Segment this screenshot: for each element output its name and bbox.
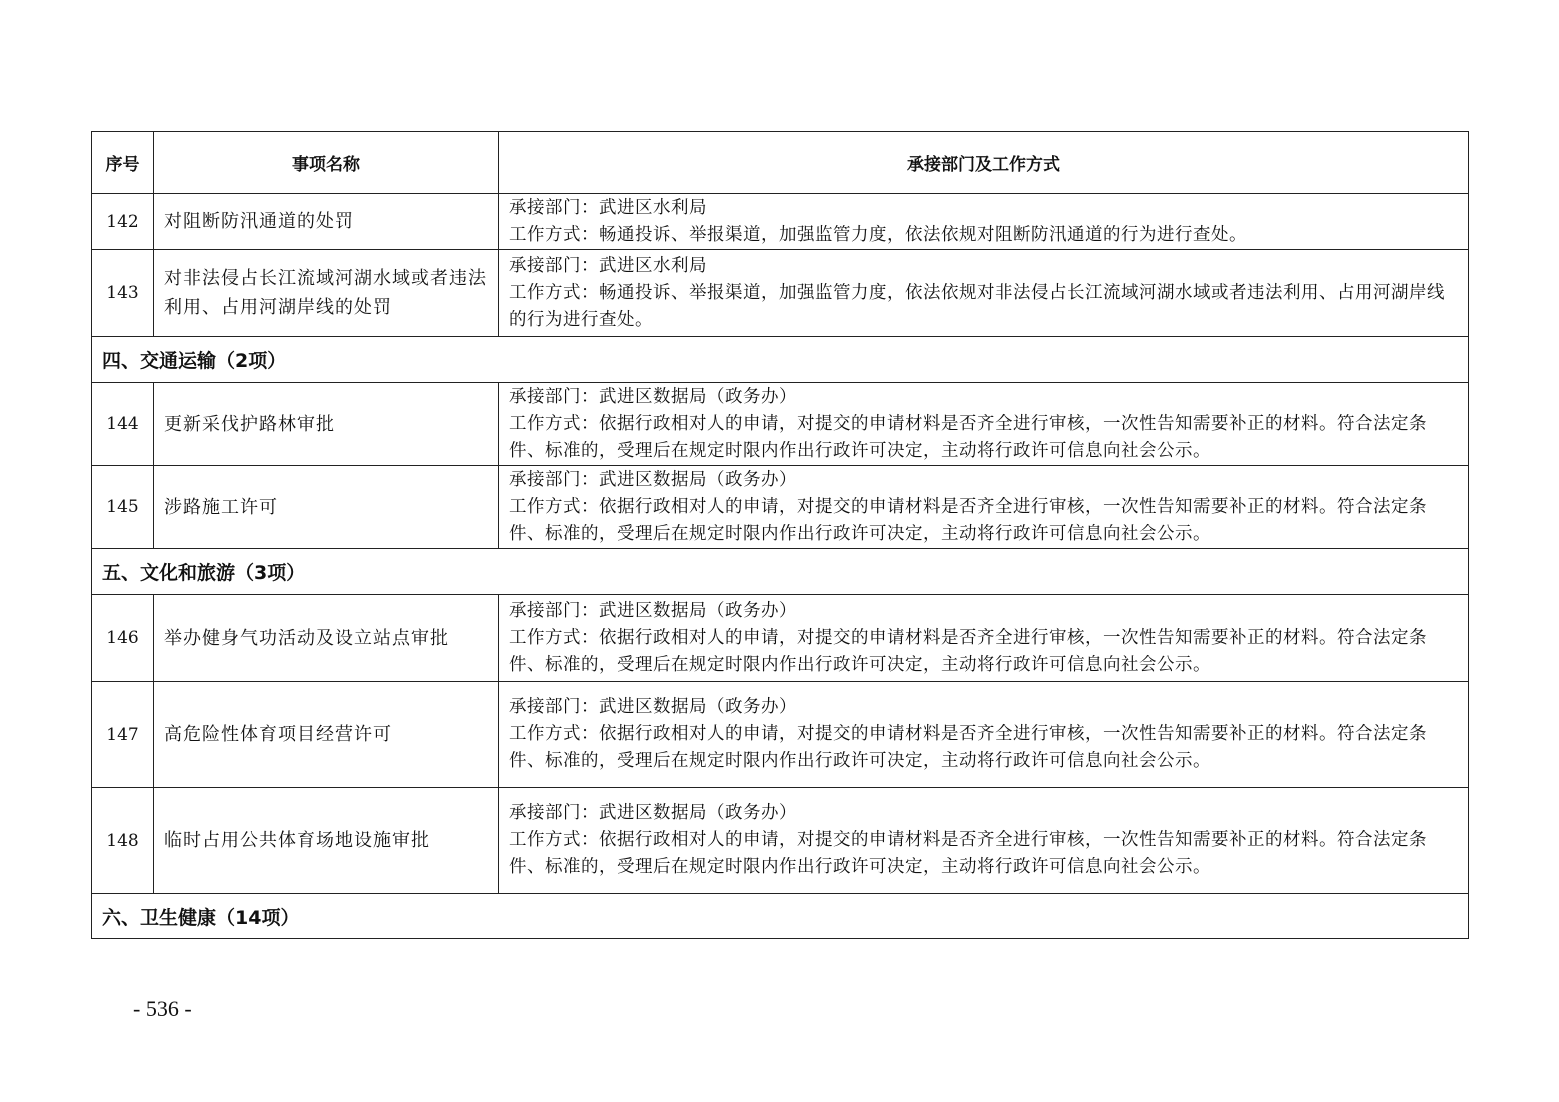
- table-row: [92, 383, 1469, 466]
- department-method-cell: [499, 250, 1469, 337]
- item-name-cell: 更新采伐护路林审批: [154, 383, 499, 466]
- table-row: [92, 194, 1469, 250]
- section-title: 五、文化和旅游（3项）: [92, 549, 1469, 595]
- department-method-cell: [499, 788, 1469, 894]
- serial-number-cell: 142: [92, 194, 154, 250]
- department-text: 承接部门：武进区数据局（政务办）: [509, 386, 797, 407]
- header-department-method: 承接部门及工作方式: [499, 132, 1469, 194]
- department-method-cell: [499, 682, 1469, 788]
- department-method-cell: [499, 194, 1469, 250]
- item-name-cell: 对非法侵占长江流域河湖水域或者违法利用、占用河湖岸线的处罚: [154, 250, 499, 337]
- serial-number-cell: 144: [92, 383, 154, 466]
- department-text: 承接部门：武进区数据局（政务办）: [509, 697, 797, 717]
- table-header-row: [92, 132, 1469, 194]
- table-row: [92, 682, 1469, 788]
- section-title: 四、交通运输（2项）: [92, 337, 1469, 383]
- work-method-text: 工作方式：依据行政相对人的申请，对提交的申请材料是否齐全进行审核，一次性告知需要补正的材料。符合法定条件、标准的，受理后在规定时限内作出行政许可决定，主动将行政许可信息向社会公示。: [509, 830, 1427, 877]
- header-item-name: 事项名称: [154, 132, 499, 194]
- item-name-cell: 对阻断防汛通道的处罚: [154, 194, 499, 250]
- serial-number-cell: 146: [92, 595, 154, 682]
- items-table: [91, 131, 1469, 939]
- table-row: [92, 250, 1469, 337]
- section-header-row: [92, 894, 1469, 939]
- table-row: [92, 466, 1469, 549]
- work-method-text: 工作方式：畅通投诉、举报渠道，加强监管力度，依法依规对阻断防汛通道的行为进行查处。: [509, 224, 1247, 245]
- department-method-cell: [499, 383, 1469, 466]
- table-row: [92, 788, 1469, 894]
- department-text: 承接部门：武进区数据局（政务办）: [509, 803, 797, 823]
- header-serial-number: 序号: [92, 132, 154, 194]
- work-method-text: 工作方式：依据行政相对人的申请，对提交的申请材料是否齐全进行审核，一次性告知需要补正的材料。符合法定条件、标准的，受理后在规定时限内作出行政许可决定，主动将行政许可信息向社会公示。: [509, 496, 1427, 544]
- item-name-cell: 高危险性体育项目经营许可: [154, 682, 499, 788]
- department-text: 承接部门：武进区水利局: [509, 197, 707, 218]
- section-header-row: [92, 337, 1469, 383]
- serial-number-cell: 145: [92, 466, 154, 549]
- item-name-cell: 举办健身气功活动及设立站点审批: [154, 595, 499, 682]
- table-row: [92, 595, 1469, 682]
- work-method-text: 工作方式：依据行政相对人的申请，对提交的申请材料是否齐全进行审核，一次性告知需要补正的材料。符合法定条件、标准的，受理后在规定时限内作出行政许可决定，主动将行政许可信息向社会公示。: [509, 627, 1427, 675]
- section-title: 六、卫生健康（14项）: [92, 894, 1469, 939]
- page-number: - 536 -: [133, 996, 192, 1021]
- department-text: 承接部门：武进区数据局（政务办）: [509, 600, 797, 621]
- item-name-cell: 临时占用公共体育场地设施审批: [154, 788, 499, 894]
- serial-number-cell: 147: [92, 682, 154, 788]
- department-text: 承接部门：武进区数据局（政务办）: [509, 469, 797, 490]
- work-method-text: 工作方式：依据行政相对人的申请，对提交的申请材料是否齐全进行审核，一次性告知需要补正的材料。符合法定条件、标准的，受理后在规定时限内作出行政许可决定，主动将行政许可信息向社会公示。: [509, 724, 1427, 771]
- work-method-text: 工作方式：畅通投诉、举报渠道，加强监管力度，依法依规对非法侵占长江流域河湖水域或者违法利用、占用河湖岸线的行为进行查处。: [509, 282, 1445, 330]
- serial-number-cell: 148: [92, 788, 154, 894]
- department-text: 承接部门：武进区水利局: [509, 255, 707, 276]
- section-header-row: [92, 549, 1469, 595]
- item-name-cell: 涉路施工许可: [154, 466, 499, 549]
- serial-number-cell: 143: [92, 250, 154, 337]
- department-method-cell: [499, 466, 1469, 549]
- department-method-cell: [499, 595, 1469, 682]
- work-method-text: 工作方式：依据行政相对人的申请，对提交的申请材料是否齐全进行审核，一次性告知需要补正的材料。符合法定条件、标准的，受理后在规定时限内作出行政许可决定，主动将行政许可信息向社会公示。: [509, 413, 1427, 461]
